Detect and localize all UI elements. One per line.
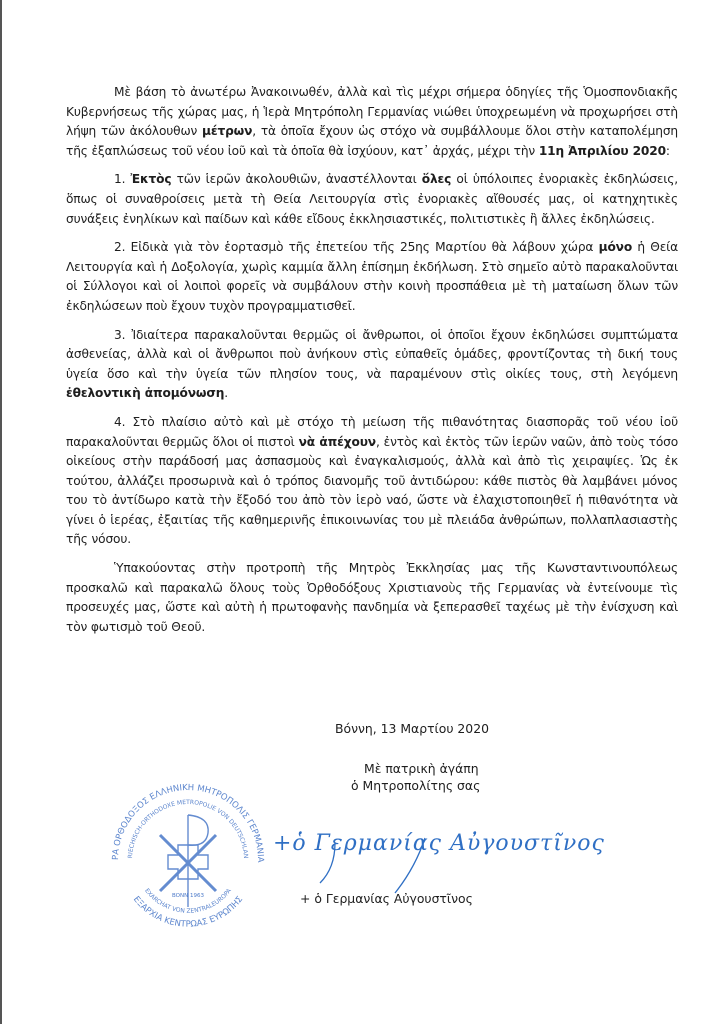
greeting-line-2: ὁ Μητροπολίτης σας	[351, 778, 481, 793]
emphasized-text: 11η Ἀπριλίου 2020	[538, 143, 666, 158]
page-edge	[0, 0, 2, 1024]
seal-inner-bottom-text: EXARCHAT VON ZENTRALEUROPA	[143, 887, 233, 915]
paragraph-intro	[66, 83, 678, 161]
text-run: τῶν ἱερῶν ἀκολουθιῶν, ἀναστέλλονται	[171, 172, 422, 187]
paragraph-measure-1	[66, 170, 678, 229]
text-run: .	[224, 386, 228, 401]
emphasized-text: μέτρων	[202, 124, 253, 139]
greeting-line-1: Μὲ πατρικὴ ἀγάπη	[364, 761, 479, 776]
text-run: , ἐντὸς καὶ ἐκτὸς τῶν ἱερῶν ναῶν, ἀπὸ τοὺς τόσο οἰκείους στὴν παράδοσή μας ἀσπασμοὺς καὶ ἐναγκαλισμούς, ἀλλὰ καὶ ἀπὸ τὶς χειραψίες. Ὡς ἐκ τούτου, ἀλλάζει προσωρινὰ καὶ ὁ τρόπος διανομῆς τοῦ ἀντιδώρου: κάθε πιστὸς θὰ λαμβάνει μόνος του τὸ ἀντίδωρο κατὰ τὴν ἔξοδό του ἀπὸ τὸν ἱερὸ ναό, ὥστε νὰ ἐλαχιστοποιηθεῖ ἡ πιθανότητα νὰ γίνει ὁ ἱερέας, ἐξαιτίας τῆς καθημερινῆς ἐπικοινωνίας του μὲ πλειάδα ἀνθρώπων, πολλαπλασιαστὴς τῆς νόσου.	[66, 434, 679, 547]
date-line: Βόννη, 13 Μαρτίου 2020	[335, 721, 489, 736]
metropolis-seal-stamp	[100, 775, 275, 949]
paragraph-measure-4	[66, 413, 678, 550]
emphasized-text: ὅλες	[421, 172, 452, 187]
seal-icon	[100, 775, 275, 945]
signature-icon	[265, 808, 605, 898]
emphasized-text: ἐθελοντικὴ ἀπομόνωση	[66, 386, 225, 401]
letter-body	[66, 83, 678, 646]
svg-text:ΙΕΡΑ ΟΡΘΟΔΟΞΟΣ ΕΛΛΗΝΙΚΗ ΜΗΤΡΟΠ	[100, 775, 265, 863]
text-run: 1.	[114, 172, 131, 187]
emphasized-text: μόνο	[598, 240, 633, 255]
seal-outer-top-text: ΡΑ ΟΡΘΟΔΟΞΟΣ ΕΛΛΗΝΙΚΗ ΜΗΤΡΟΠΟΛΙΣ ΓΕΡΜΑΝΙΑ	[110, 782, 266, 863]
signer-name: + ὁ Γερμανίας Αὐγουστῖνος	[300, 891, 473, 906]
text-run: 4. Στὸ πλαίσιο αὐτὸ καὶ μὲ στόχο τὴ μείωση τῆς πιθανότητας διασπορᾶς τοῦ νέου ἰοῦ παρακαλοῦνται θερμῶς ὅλοι οἱ πιστοὶ	[66, 414, 678, 449]
text-run: ἡ Θεία Λειτουργία καὶ ἡ Δοξολογία, χωρὶς καμμία ἄλλη ἐπίσημη ἐκδήλωση. Στὸ σημεῖο αὐτὸ παρακαλοῦνται οἱ Σύλλογοι καὶ οἱ λοιποὶ φορεῖς νὰ συμβάλουν στὴν κοινὴ προσπάθεια μὲ τὴ ματαίωση ὅλων τῶν ἐκδηλώσεων ποὺ ἔχουν τυχὸν προγραμματισθεῖ.	[66, 240, 679, 313]
text-run: 2. Εἰδικὰ γιὰ τὸν ἑορτασμὸ τῆς ἐπετείου τῆς 25ης Μαρτίου θὰ λάβουν χώρα	[114, 240, 599, 255]
handwritten-signature	[265, 808, 605, 902]
text-run: 3. Ἰδιαίτερα παρακαλοῦνται θερμῶς οἱ ἄνθρωποι, οἱ ὁποῖοι ἔχουν ἐκδηλώσει συμπτώματα ἀσθενείας, ἀλλὰ καὶ οἱ ἄνθρωποι ποὺ ἀνήκουν στὶς εὐπαθεῖς ὁμάδες, φροντίζοντας τὴ δική τους ὑγεία ὅσο καὶ τὴν ὑγεία τῶν πλησίον τους, νὰ παραμένουν στὶς οἰκίες τους, στὴ λεγόμενη	[66, 327, 678, 381]
text-run: οἱ ὑπόλοιπες ἐνοριακὲς ἐκδηλώσεις, ὅπως οἱ συναθροίσεις μετὰ τὴ Θεία Λειτουργία στὶς ἐνοριακὲς αἴθουσές μας, οἱ κατηχητικὲς συνάξεις ἐνηλίκων καὶ παίδων καὶ κάθε εἴδους ἐκκλησιαστικές, πολιτιστικὲς ἢ ἄλλες ἐκδηλώσεις.	[66, 172, 678, 226]
seal-center-text: BONN 1963	[172, 893, 204, 899]
seal-inner-top-text: RIECHISCH-ORTHODOXE METROPOLIE VON DEUTSCHLAN	[126, 798, 250, 859]
paragraph-measure-2	[66, 238, 678, 316]
paragraph-closing	[66, 559, 678, 637]
text-run: Ὑπακούοντας στὴν προτροπὴ τῆς Μητρὸς Ἐκκλησίας μας τῆς Κωνσταντινουπόλεως προσκαλῶ καὶ παρακαλῶ ὅλους τοὺς Ὀρθοδόξους Χριστιανοὺς τῆς Γερμανίας νὰ ἐντείνουμε τὶς προσευχές μας, ὥστε καὶ αὐτὴ ἡ πρωτοφανὴς πανδημία νὰ ξεπερασθεῖ ταχέως μὲ τὴν ἐνίσχυση καὶ τὸν φωτισμὸ τοῦ Θεοῦ.	[66, 561, 678, 634]
emphasized-text: Ἐκτὸς	[130, 172, 172, 187]
text-run: , τὰ ὁποῖα ἔχουν ὡς στόχο νὰ συμβάλλουμε ὅλοι στὴν καταπολέμηση τῆς ἐξαπλώσεως τοῦ νέου ἰοῦ καὶ τὰ ὁποῖα θὰ ἰσχύουν, κατ᾽ ἀρχάς, μέχρι τὴν	[66, 124, 678, 158]
signature-text: +ὁ Γερμανίας Αὐγουστῖνος	[273, 831, 605, 856]
text-run: :	[665, 143, 670, 158]
seal-outer-bottom-text: ΕΞΑΡΧΙΑ ΚΕΝΤΡΩΑΣ ΕΥΡΩΠΗΣ	[130, 894, 246, 930]
paragraph-measure-3	[66, 326, 678, 404]
emphasized-text: νὰ ἀπέχουν	[298, 434, 376, 449]
text-run: Μὲ βάση τὸ ἀνωτέρω Ἀνακοινωθέν, ἀλλὰ καὶ τὶς μέχρι σήμερα ὁδηγίες τῆς Ὁμοσπονδιακῆς Κυβερνήσεως τῆς χώρας μας, ἡ Ἱερὰ Μητρόπολη Γερμανίας νιώθει ὑποχρεωμένη νὰ προχωρήσει στὴ λήψη τῶν ἀκόλουθων	[66, 85, 678, 139]
